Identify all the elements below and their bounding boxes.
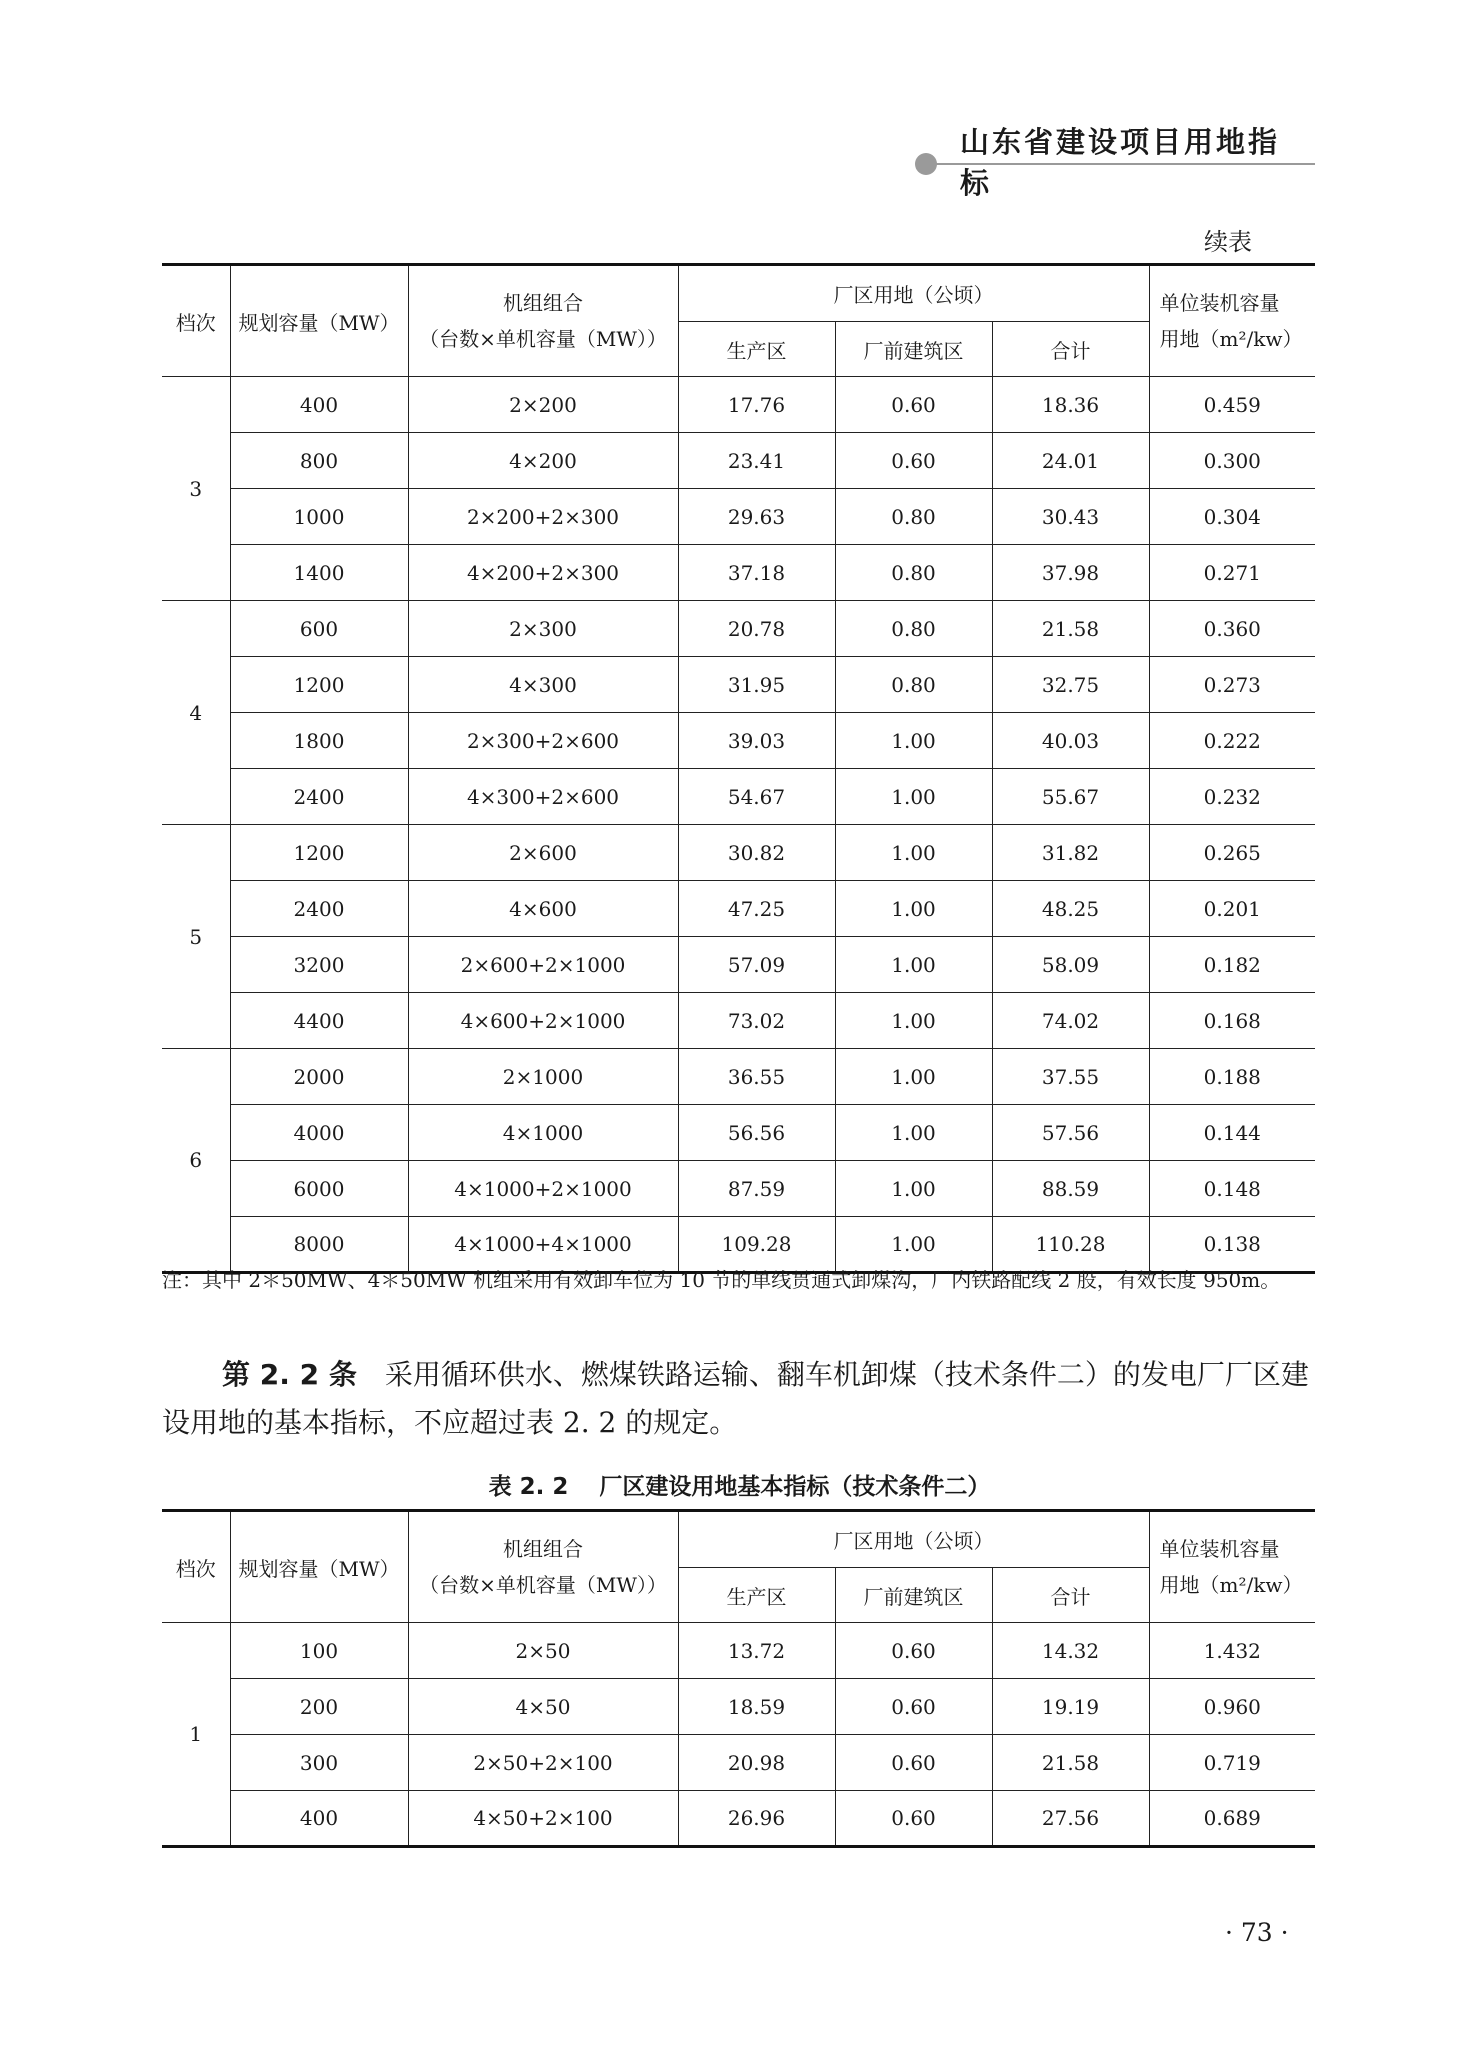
land-index-table-2-2 (162, 1509, 1315, 1848)
article-text: 采用循环供水、燃煤铁路运输、翻车机卸煤（技术条件二）的发电厂厂区建设用地的基本指标，不应超过表 2. 2 的规定。 (162, 1358, 1309, 1439)
header-unit-land-line1: 单位装机容量 (1159, 291, 1280, 315)
unit-land-cell: 0.459 (1149, 377, 1315, 433)
table-row (162, 1735, 1315, 1791)
total-area-cell: 110.28 (992, 1217, 1149, 1273)
front-building-cell: 0.60 (835, 1623, 992, 1679)
table-row (162, 769, 1315, 825)
unit-combination-cell: 4×50 (408, 1679, 678, 1735)
unit-combination-cell: 2×50 (408, 1623, 678, 1679)
production-area-cell: 54.67 (678, 769, 835, 825)
production-area-cell: 20.78 (678, 601, 835, 657)
production-area-cell: 23.41 (678, 433, 835, 489)
table-row (162, 1679, 1315, 1735)
header-total: 合计 (992, 322, 1149, 377)
tier-cell: 6 (162, 1049, 230, 1273)
header-total: 合计 (992, 1568, 1149, 1623)
header-unit-land-line2: 用地（m²/kw） (1159, 327, 1303, 351)
total-area-cell: 37.98 (992, 545, 1149, 601)
front-building-cell: 1.00 (835, 825, 992, 881)
table-caption: 表 2. 2 厂区建设用地基本指标（技术条件二） (488, 1474, 991, 1500)
tier-cell: 3 (162, 377, 230, 601)
unit-land-cell: 0.304 (1149, 489, 1315, 545)
table-row (162, 881, 1315, 937)
table-row (162, 1105, 1315, 1161)
production-area-cell: 73.02 (678, 993, 835, 1049)
capacity-cell: 800 (230, 433, 408, 489)
total-area-cell: 14.32 (992, 1623, 1149, 1679)
total-area-cell: 48.25 (992, 881, 1149, 937)
unit-combination-cell: 4×600 (408, 881, 678, 937)
table-row (162, 1161, 1315, 1217)
capacity-cell: 4000 (230, 1105, 408, 1161)
unit-combination-cell: 4×200 (408, 433, 678, 489)
front-building-cell: 0.80 (835, 489, 992, 545)
header-production: 生产区 (678, 1568, 835, 1623)
land-index-table-continued (162, 263, 1315, 1274)
article-paragraph (162, 1351, 1317, 1447)
table-row (162, 377, 1315, 433)
total-area-cell: 31.82 (992, 825, 1149, 881)
table-row (162, 713, 1315, 769)
unit-combination-cell: 2×50+2×100 (408, 1735, 678, 1791)
front-building-cell: 0.60 (835, 433, 992, 489)
unit-combination-cell: 4×1000+2×1000 (408, 1161, 678, 1217)
header-unit-combination (408, 265, 678, 377)
front-building-cell: 0.80 (835, 545, 992, 601)
total-area-cell: 18.36 (992, 377, 1149, 433)
table-row (162, 825, 1315, 881)
production-area-cell: 37.18 (678, 545, 835, 601)
unit-combination-cell: 4×300+2×600 (408, 769, 678, 825)
production-area-cell: 31.95 (678, 657, 835, 713)
capacity-cell: 6000 (230, 1161, 408, 1217)
total-area-cell: 21.58 (992, 1735, 1149, 1791)
production-area-cell: 18.59 (678, 1679, 835, 1735)
front-building-cell: 1.00 (835, 769, 992, 825)
front-building-cell: 1.00 (835, 1049, 992, 1105)
unit-land-cell: 0.138 (1149, 1217, 1315, 1273)
unit-land-cell: 0.960 (1149, 1679, 1315, 1735)
header-unit-combination-line2: （台数×单机容量（MW）） (419, 1573, 667, 1597)
table-row (162, 601, 1315, 657)
header-unit-land (1149, 265, 1315, 377)
capacity-cell: 300 (230, 1735, 408, 1791)
header-unit-land-line1: 单位装机容量 (1159, 1537, 1280, 1561)
unit-combination-cell: 4×1000 (408, 1105, 678, 1161)
unit-combination-cell: 4×200+2×300 (408, 545, 678, 601)
production-area-cell: 36.55 (678, 1049, 835, 1105)
front-building-cell: 0.80 (835, 657, 992, 713)
unit-land-cell: 0.689 (1149, 1791, 1315, 1847)
unit-land-cell: 0.168 (1149, 993, 1315, 1049)
header-production: 生产区 (678, 322, 835, 377)
production-area-cell: 109.28 (678, 1217, 835, 1273)
header-capacity: 规划容量（MW） (230, 1511, 408, 1623)
table-note: 注：其中 2＊50MW、4＊50MW 机组采用有效卸车位为 10 节的单线贯通式卸煤沟，厂内铁路配线 2 股，有效长度 950m。 (162, 1268, 1281, 1292)
header-unit-land-line2: 用地（m²/kw） (1159, 1573, 1303, 1597)
capacity-cell: 1800 (230, 713, 408, 769)
page-number: · 73 · (1225, 1918, 1289, 1947)
header-plant-land: 厂区用地（公顷） (678, 1511, 1149, 1568)
unit-combination-cell: 2×300+2×600 (408, 713, 678, 769)
total-area-cell: 55.67 (992, 769, 1149, 825)
header-unit-land (1149, 1511, 1315, 1623)
unit-combination-cell: 2×600 (408, 825, 678, 881)
header-unit-combination-line2: （台数×单机容量（MW）） (419, 327, 667, 351)
capacity-cell: 400 (230, 1791, 408, 1847)
unit-land-cell: 0.719 (1149, 1735, 1315, 1791)
capacity-cell: 400 (230, 377, 408, 433)
unit-land-cell: 0.273 (1149, 657, 1315, 713)
capacity-cell: 2400 (230, 769, 408, 825)
table-row (162, 545, 1315, 601)
table-row (162, 1049, 1315, 1105)
header-front-building: 厂前建筑区 (835, 322, 992, 377)
front-building-cell: 0.60 (835, 377, 992, 433)
header-rule (926, 163, 1315, 165)
capacity-cell: 1000 (230, 489, 408, 545)
table-row (162, 1791, 1315, 1847)
production-area-cell: 20.98 (678, 1735, 835, 1791)
production-area-cell: 87.59 (678, 1161, 835, 1217)
capacity-cell: 1200 (230, 825, 408, 881)
unit-combination-cell: 4×50+2×100 (408, 1791, 678, 1847)
tier-cell: 5 (162, 825, 230, 1049)
front-building-cell: 1.00 (835, 1161, 992, 1217)
unit-combination-cell: 4×600+2×1000 (408, 993, 678, 1049)
unit-land-cell: 0.300 (1149, 433, 1315, 489)
unit-land-cell: 0.265 (1149, 825, 1315, 881)
capacity-cell: 1200 (230, 657, 408, 713)
tier-cell: 1 (162, 1623, 230, 1847)
production-area-cell: 47.25 (678, 881, 835, 937)
total-area-cell: 32.75 (992, 657, 1149, 713)
total-area-cell: 30.43 (992, 489, 1149, 545)
front-building-cell: 1.00 (835, 1105, 992, 1161)
header-capacity: 规划容量（MW） (230, 265, 408, 377)
front-building-cell: 1.00 (835, 937, 992, 993)
production-area-cell: 13.72 (678, 1623, 835, 1679)
unit-combination-cell: 4×300 (408, 657, 678, 713)
header-front-building: 厂前建筑区 (835, 1568, 992, 1623)
table-row (162, 937, 1315, 993)
front-building-cell: 1.00 (835, 713, 992, 769)
unit-combination-cell: 2×200 (408, 377, 678, 433)
unit-land-cell: 0.360 (1149, 601, 1315, 657)
total-area-cell: 37.55 (992, 1049, 1149, 1105)
total-area-cell: 27.56 (992, 1791, 1149, 1847)
header-tier: 档次 (162, 265, 230, 377)
total-area-cell: 57.56 (992, 1105, 1149, 1161)
production-area-cell: 39.03 (678, 713, 835, 769)
capacity-cell: 4400 (230, 993, 408, 1049)
unit-land-cell: 0.271 (1149, 545, 1315, 601)
total-area-cell: 19.19 (992, 1679, 1149, 1735)
capacity-cell: 200 (230, 1679, 408, 1735)
tier-cell: 4 (162, 601, 230, 825)
unit-land-cell: 0.201 (1149, 881, 1315, 937)
header-plant-land: 厂区用地（公顷） (678, 265, 1149, 322)
capacity-cell: 600 (230, 601, 408, 657)
table-row (162, 433, 1315, 489)
table-row (162, 657, 1315, 713)
article-number: 第 2. 2 条 (222, 1358, 357, 1391)
front-building-cell: 0.60 (835, 1735, 992, 1791)
table-row (162, 1623, 1315, 1679)
front-building-cell: 1.00 (835, 993, 992, 1049)
production-area-cell: 17.76 (678, 377, 835, 433)
table-row (162, 489, 1315, 545)
header-unit-combination-line1: 机组组合 (503, 291, 583, 315)
capacity-cell: 2400 (230, 881, 408, 937)
capacity-cell: 8000 (230, 1217, 408, 1273)
capacity-cell: 3200 (230, 937, 408, 993)
total-area-cell: 74.02 (992, 993, 1149, 1049)
continued-label: 续表 (1204, 228, 1252, 256)
production-area-cell: 29.63 (678, 489, 835, 545)
header-unit-combination-line1: 机组组合 (503, 1537, 583, 1561)
capacity-cell: 2000 (230, 1049, 408, 1105)
front-building-cell: 0.80 (835, 601, 992, 657)
unit-land-cell: 0.222 (1149, 713, 1315, 769)
unit-combination-cell: 2×300 (408, 601, 678, 657)
capacity-cell: 1400 (230, 545, 408, 601)
header-tier: 档次 (162, 1511, 230, 1623)
table-row (162, 993, 1315, 1049)
unit-combination-cell: 2×200+2×300 (408, 489, 678, 545)
header-unit-combination (408, 1511, 678, 1623)
unit-land-cell: 0.188 (1149, 1049, 1315, 1105)
unit-land-cell: 1.432 (1149, 1623, 1315, 1679)
unit-combination-cell: 4×1000+4×1000 (408, 1217, 678, 1273)
production-area-cell: 56.56 (678, 1105, 835, 1161)
unit-combination-cell: 2×1000 (408, 1049, 678, 1105)
unit-land-cell: 0.182 (1149, 937, 1315, 993)
unit-land-cell: 0.232 (1149, 769, 1315, 825)
front-building-cell: 1.00 (835, 1217, 992, 1273)
unit-land-cell: 0.144 (1149, 1105, 1315, 1161)
production-area-cell: 57.09 (678, 937, 835, 993)
production-area-cell: 26.96 (678, 1791, 835, 1847)
production-area-cell: 30.82 (678, 825, 835, 881)
total-area-cell: 88.59 (992, 1161, 1149, 1217)
capacity-cell: 100 (230, 1623, 408, 1679)
unit-land-cell: 0.148 (1149, 1161, 1315, 1217)
total-area-cell: 40.03 (992, 713, 1149, 769)
front-building-cell: 0.60 (835, 1791, 992, 1847)
running-title: 山东省建设项目用地指标 (960, 125, 1281, 200)
total-area-cell: 58.09 (992, 937, 1149, 993)
front-building-cell: 0.60 (835, 1679, 992, 1735)
total-area-cell: 24.01 (992, 433, 1149, 489)
front-building-cell: 1.00 (835, 881, 992, 937)
total-area-cell: 21.58 (992, 601, 1149, 657)
unit-combination-cell: 2×600+2×1000 (408, 937, 678, 993)
